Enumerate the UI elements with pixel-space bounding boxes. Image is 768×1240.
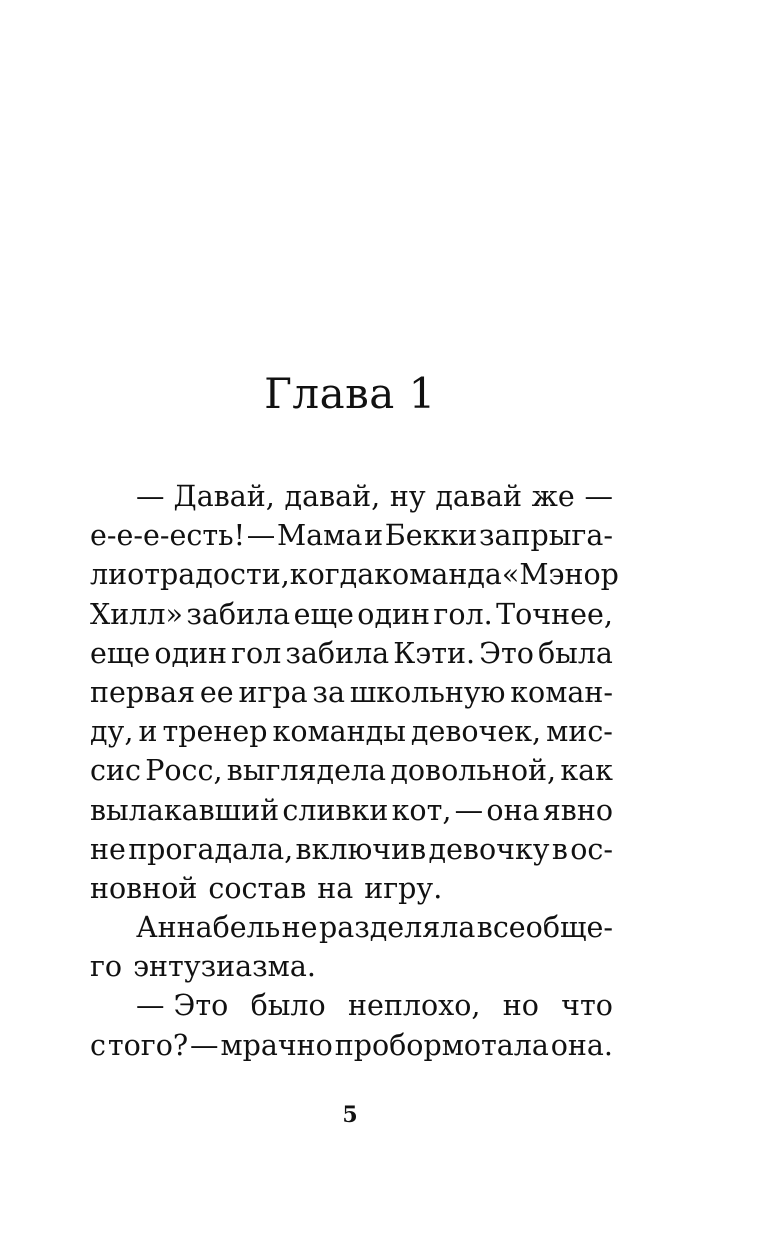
word: забила bbox=[285, 636, 390, 670]
word: на bbox=[317, 871, 354, 905]
word: неплохо, bbox=[348, 989, 481, 1023]
word: не bbox=[281, 911, 318, 945]
word: что bbox=[561, 989, 613, 1023]
word: — Это bbox=[136, 989, 229, 1023]
word: ос- bbox=[570, 832, 613, 866]
text-line bbox=[90, 908, 613, 947]
word: сливки bbox=[282, 793, 389, 827]
word: девочку bbox=[428, 832, 550, 866]
word: с bbox=[90, 1028, 106, 1062]
text-line bbox=[90, 1026, 613, 1065]
word: от bbox=[127, 558, 161, 592]
text-line bbox=[90, 830, 613, 869]
word: Бекки bbox=[384, 519, 478, 553]
word: Аннабель bbox=[136, 911, 281, 945]
word: за bbox=[312, 675, 345, 709]
word: разделяла bbox=[318, 911, 476, 945]
word: девочек, bbox=[410, 715, 542, 749]
word: ее bbox=[199, 675, 234, 709]
word: тренер bbox=[162, 715, 268, 749]
text-line bbox=[90, 516, 613, 555]
word: Хилл» bbox=[90, 597, 183, 631]
word: гол bbox=[231, 636, 282, 670]
word: Кэти. bbox=[393, 636, 476, 670]
word: всеобще- bbox=[476, 911, 613, 945]
word: ду, bbox=[90, 715, 134, 749]
word: же bbox=[531, 480, 575, 513]
word: Это bbox=[479, 636, 534, 670]
word: и bbox=[364, 519, 384, 553]
text-line bbox=[90, 673, 613, 712]
word: и bbox=[138, 715, 158, 749]
word: один bbox=[154, 636, 228, 670]
word: игра bbox=[238, 675, 308, 709]
word: Росс, bbox=[145, 754, 223, 788]
word: явно bbox=[542, 793, 613, 827]
text-line bbox=[90, 595, 613, 634]
word: в bbox=[551, 832, 568, 866]
word: новной bbox=[90, 871, 198, 905]
word: давай bbox=[435, 480, 522, 513]
word: команда bbox=[374, 558, 502, 592]
word: еще bbox=[293, 597, 354, 631]
word: игру. bbox=[364, 871, 443, 905]
word: еще bbox=[90, 636, 151, 670]
word: — bbox=[454, 793, 484, 827]
word: «Мэнор bbox=[501, 558, 619, 592]
word: пробормотала bbox=[334, 1028, 549, 1062]
word: сис bbox=[90, 754, 141, 788]
word: команды bbox=[272, 715, 406, 749]
word: — bbox=[584, 480, 613, 513]
word: того? bbox=[107, 1028, 189, 1062]
word: когда bbox=[289, 558, 375, 592]
word: кот, bbox=[391, 793, 452, 827]
word: школьную bbox=[349, 675, 506, 709]
text-line bbox=[90, 869, 613, 908]
word: была bbox=[537, 636, 613, 670]
text-line bbox=[90, 477, 613, 516]
text-line bbox=[90, 634, 613, 673]
word: гол. bbox=[433, 597, 493, 631]
word: ну bbox=[389, 480, 426, 513]
word: вылакавший bbox=[90, 793, 280, 827]
word: радости, bbox=[160, 558, 290, 592]
word: она. bbox=[550, 1028, 613, 1062]
page-number: 5 bbox=[342, 1102, 358, 1128]
word: один bbox=[357, 597, 430, 631]
word: коман- bbox=[510, 675, 613, 709]
word: мрачно bbox=[220, 1028, 333, 1062]
word: е-е-е-есть! bbox=[90, 519, 246, 553]
word: Точнее, bbox=[496, 597, 613, 631]
chapter-title: Глава 1 bbox=[264, 369, 436, 418]
word: го bbox=[90, 950, 123, 984]
word: не bbox=[90, 832, 126, 866]
word: Мама bbox=[277, 519, 363, 553]
word: энтузиазма. bbox=[133, 950, 316, 984]
word: первая bbox=[90, 675, 196, 709]
word: выглядела bbox=[226, 754, 387, 788]
word: включив bbox=[295, 832, 427, 866]
text-line bbox=[90, 791, 613, 830]
word: — bbox=[246, 519, 276, 553]
word: но bbox=[502, 989, 539, 1023]
word: прогадала, bbox=[128, 832, 294, 866]
word: ли bbox=[90, 558, 128, 592]
word: запрыга- bbox=[478, 519, 613, 553]
text-line bbox=[90, 751, 613, 790]
body-text bbox=[90, 477, 619, 1065]
word: давай, bbox=[284, 480, 381, 513]
text-line bbox=[90, 947, 613, 986]
word: она bbox=[486, 793, 540, 827]
text-line bbox=[90, 555, 619, 594]
text-line bbox=[90, 712, 613, 751]
word: было bbox=[250, 989, 326, 1023]
word: довольной, bbox=[390, 754, 557, 788]
word: — Давай, bbox=[136, 480, 275, 513]
word: как bbox=[560, 754, 613, 788]
text-line bbox=[90, 986, 613, 1025]
word: — bbox=[190, 1028, 219, 1062]
word: мис- bbox=[546, 715, 613, 749]
word: забила bbox=[186, 597, 291, 631]
word: состав bbox=[208, 871, 307, 905]
